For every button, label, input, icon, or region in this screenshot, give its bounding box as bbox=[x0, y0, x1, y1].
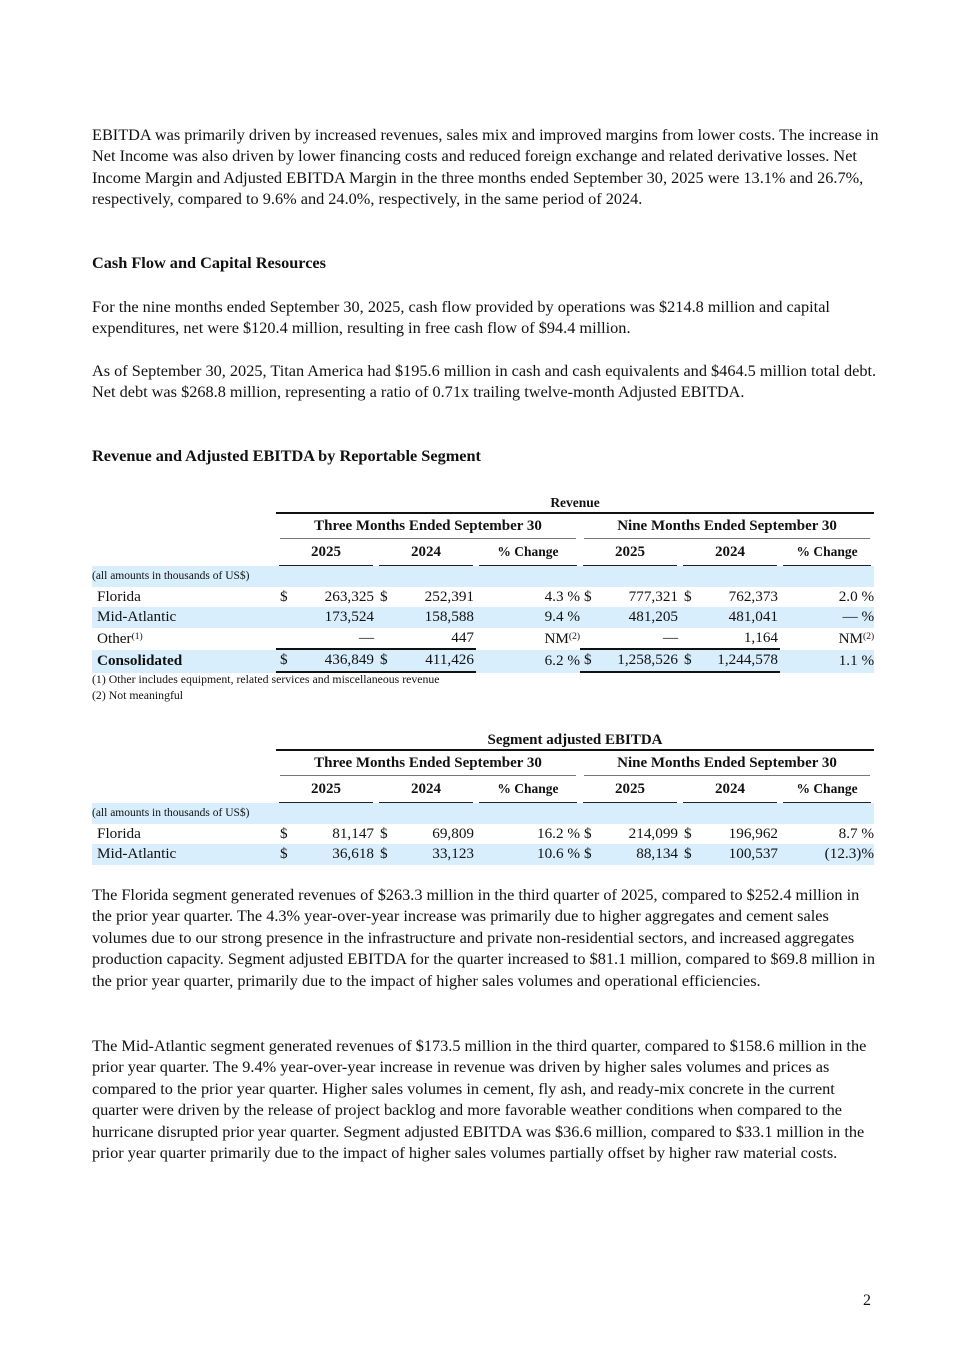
col-header-change: % Change bbox=[479, 539, 577, 566]
units-row bbox=[92, 803, 874, 824]
col-header-change: % Change bbox=[479, 776, 577, 803]
row-label: Florida bbox=[97, 587, 141, 605]
period-three-months: Three Months Ended September 30 bbox=[280, 514, 576, 539]
col-header-2025: 2025 bbox=[279, 776, 373, 803]
revenue-table bbox=[92, 494, 874, 673]
col-header-change: % Change bbox=[783, 776, 871, 803]
segment-heading: Revenue and Adjusted EBITDA by Reportable Segment bbox=[92, 446, 481, 465]
revenue-table-title: Revenue bbox=[550, 495, 600, 510]
cash-flow-paragraph-1: For the nine months ended September 30, 2025, cash flow provided by operations was $214.8 million and capital expenditures, net were $120.4 million, resulting in free cash flow of $94.4 million. bbox=[92, 297, 830, 338]
units-note: (all amounts in thousands of US$) bbox=[92, 566, 874, 587]
col-header-2024: 2024 bbox=[683, 776, 777, 803]
period-three-months: Three Months Ended September 30 bbox=[280, 751, 576, 776]
col-header-change: % Change bbox=[783, 539, 871, 566]
col-header-2024: 2024 bbox=[683, 539, 777, 566]
footnote-ref: (2) bbox=[863, 631, 875, 642]
ebitda-table-title: Segment adjusted EBITDA bbox=[487, 732, 663, 748]
row-label: Mid-Atlantic bbox=[92, 607, 276, 628]
page-number: 2 bbox=[863, 1292, 871, 1309]
units-note: (all amounts in thousands of US$) bbox=[92, 803, 874, 824]
col-header-2025: 2025 bbox=[279, 539, 373, 566]
row-label: Florida bbox=[97, 824, 141, 842]
col-header-2025: 2025 bbox=[583, 539, 677, 566]
col-header-2024: 2024 bbox=[379, 776, 473, 803]
col-header-2024: 2024 bbox=[379, 539, 473, 566]
table-row: Florida $ 263,325 $ 252,391 4.3 % $ 777,321 $ 762,373 2.0 % bbox=[92, 587, 874, 608]
midatlantic-paragraph: The Mid-Atlantic segment generated revenues of $173.5 million in the third quarter, compared to $158.6 million in the prior year quarter. The 9.4% year-over-year increase in revenue was driven by higher sales volumes and prices as compared to the prior year quarter. Higher sales volumes in cement, fly ash, and ready-mix concrete in the current quarter were driven by the release of project backlog and more favorable weather conditions when compared to the hurricane disrupted prior year quarter. Segment adjusted EBITDA was $36.6 million, compared to $33.1 million in the prior year quarter primarily due to the impact of higher sales volumes partially offset by higher raw material costs. bbox=[92, 1036, 867, 1163]
row-label: Mid-Atlantic bbox=[92, 844, 276, 865]
table-row: Florida $ 81,147 $ 69,809 16.2 % $ 214,099 $ 196,962 8.7 % bbox=[92, 824, 874, 845]
footnote-1: (1) Other includes equipment, related services and miscellaneous revenue bbox=[92, 672, 440, 686]
col-header-2025: 2025 bbox=[583, 776, 677, 803]
table-row-total: Consolidated $ 436,849 $ 411,426 6.2 % $ 1,258,526 $ 1,244,578 1.1 % bbox=[92, 650, 874, 673]
florida-paragraph: The Florida segment generated revenues of $263.3 million in the third quarter of 2025, compared to $252.4 million in the prior year quarter. The 4.3% year-over-year increase was primarily due to higher aggregates and cement sales volumes due to our strong presence in the infrastructure and private non-residential sectors, and increased aggregates production capacity. Segment adjusted EBITDA for the quarter increased to $81.1 million, compared to $69.8 million in the prior year quarter, primarily due to the impact of higher sales volumes and operational efficiencies. bbox=[92, 885, 875, 990]
row-label: Consolidated bbox=[92, 650, 276, 673]
footnote-ref: (1) bbox=[131, 631, 143, 642]
period-nine-months: Nine Months Ended September 30 bbox=[584, 751, 870, 776]
intro-paragraph: EBITDA was primarily driven by increased revenues, sales mix and improved margins from lower costs. The increase in Net Income was also driven by lower financing costs and reduced foreign exchange and related derivative losses. Net Income Margin and Adjusted EBITDA Margin in the three months ended September 30, 2025 were 13.1% and 26.7%, respectively, compared to 9.6% and 24.0%, respectively, in the same period of 2024. bbox=[92, 125, 879, 209]
cash-flow-paragraph-2: As of September 30, 2025, Titan America had $195.6 million in cash and cash equivalents and $464.5 million total debt. Net debt was $268.8 million, representing a ratio of 0.71x trailing twelve-month Adjusted EBITDA. bbox=[92, 361, 877, 402]
table-row: Other$^{(1)}$ — 447 NM$^{(2)}$ — 1,164 NM$^{(2)}$ bbox=[92, 628, 874, 651]
cash-flow-heading: Cash Flow and Capital Resources bbox=[92, 253, 326, 272]
footnote-2: (2) Not meaningful bbox=[92, 688, 184, 702]
row-label: Other$^{(1)}$ bbox=[97, 629, 143, 647]
period-nine-months: Nine Months Ended September 30 bbox=[584, 514, 870, 539]
units-row bbox=[92, 566, 874, 587]
table-row: Mid-Atlantic 173,524 158,588 9.4 % 481,205 481,041 — % bbox=[92, 607, 874, 628]
ebitda-table bbox=[92, 731, 874, 865]
table-row: Mid-Atlantic $ 36,618 $ 33,123 10.6 % $ 88,134 $ 100,537 (12.3)% bbox=[92, 844, 874, 865]
footnote-ref: (2) bbox=[568, 631, 580, 642]
